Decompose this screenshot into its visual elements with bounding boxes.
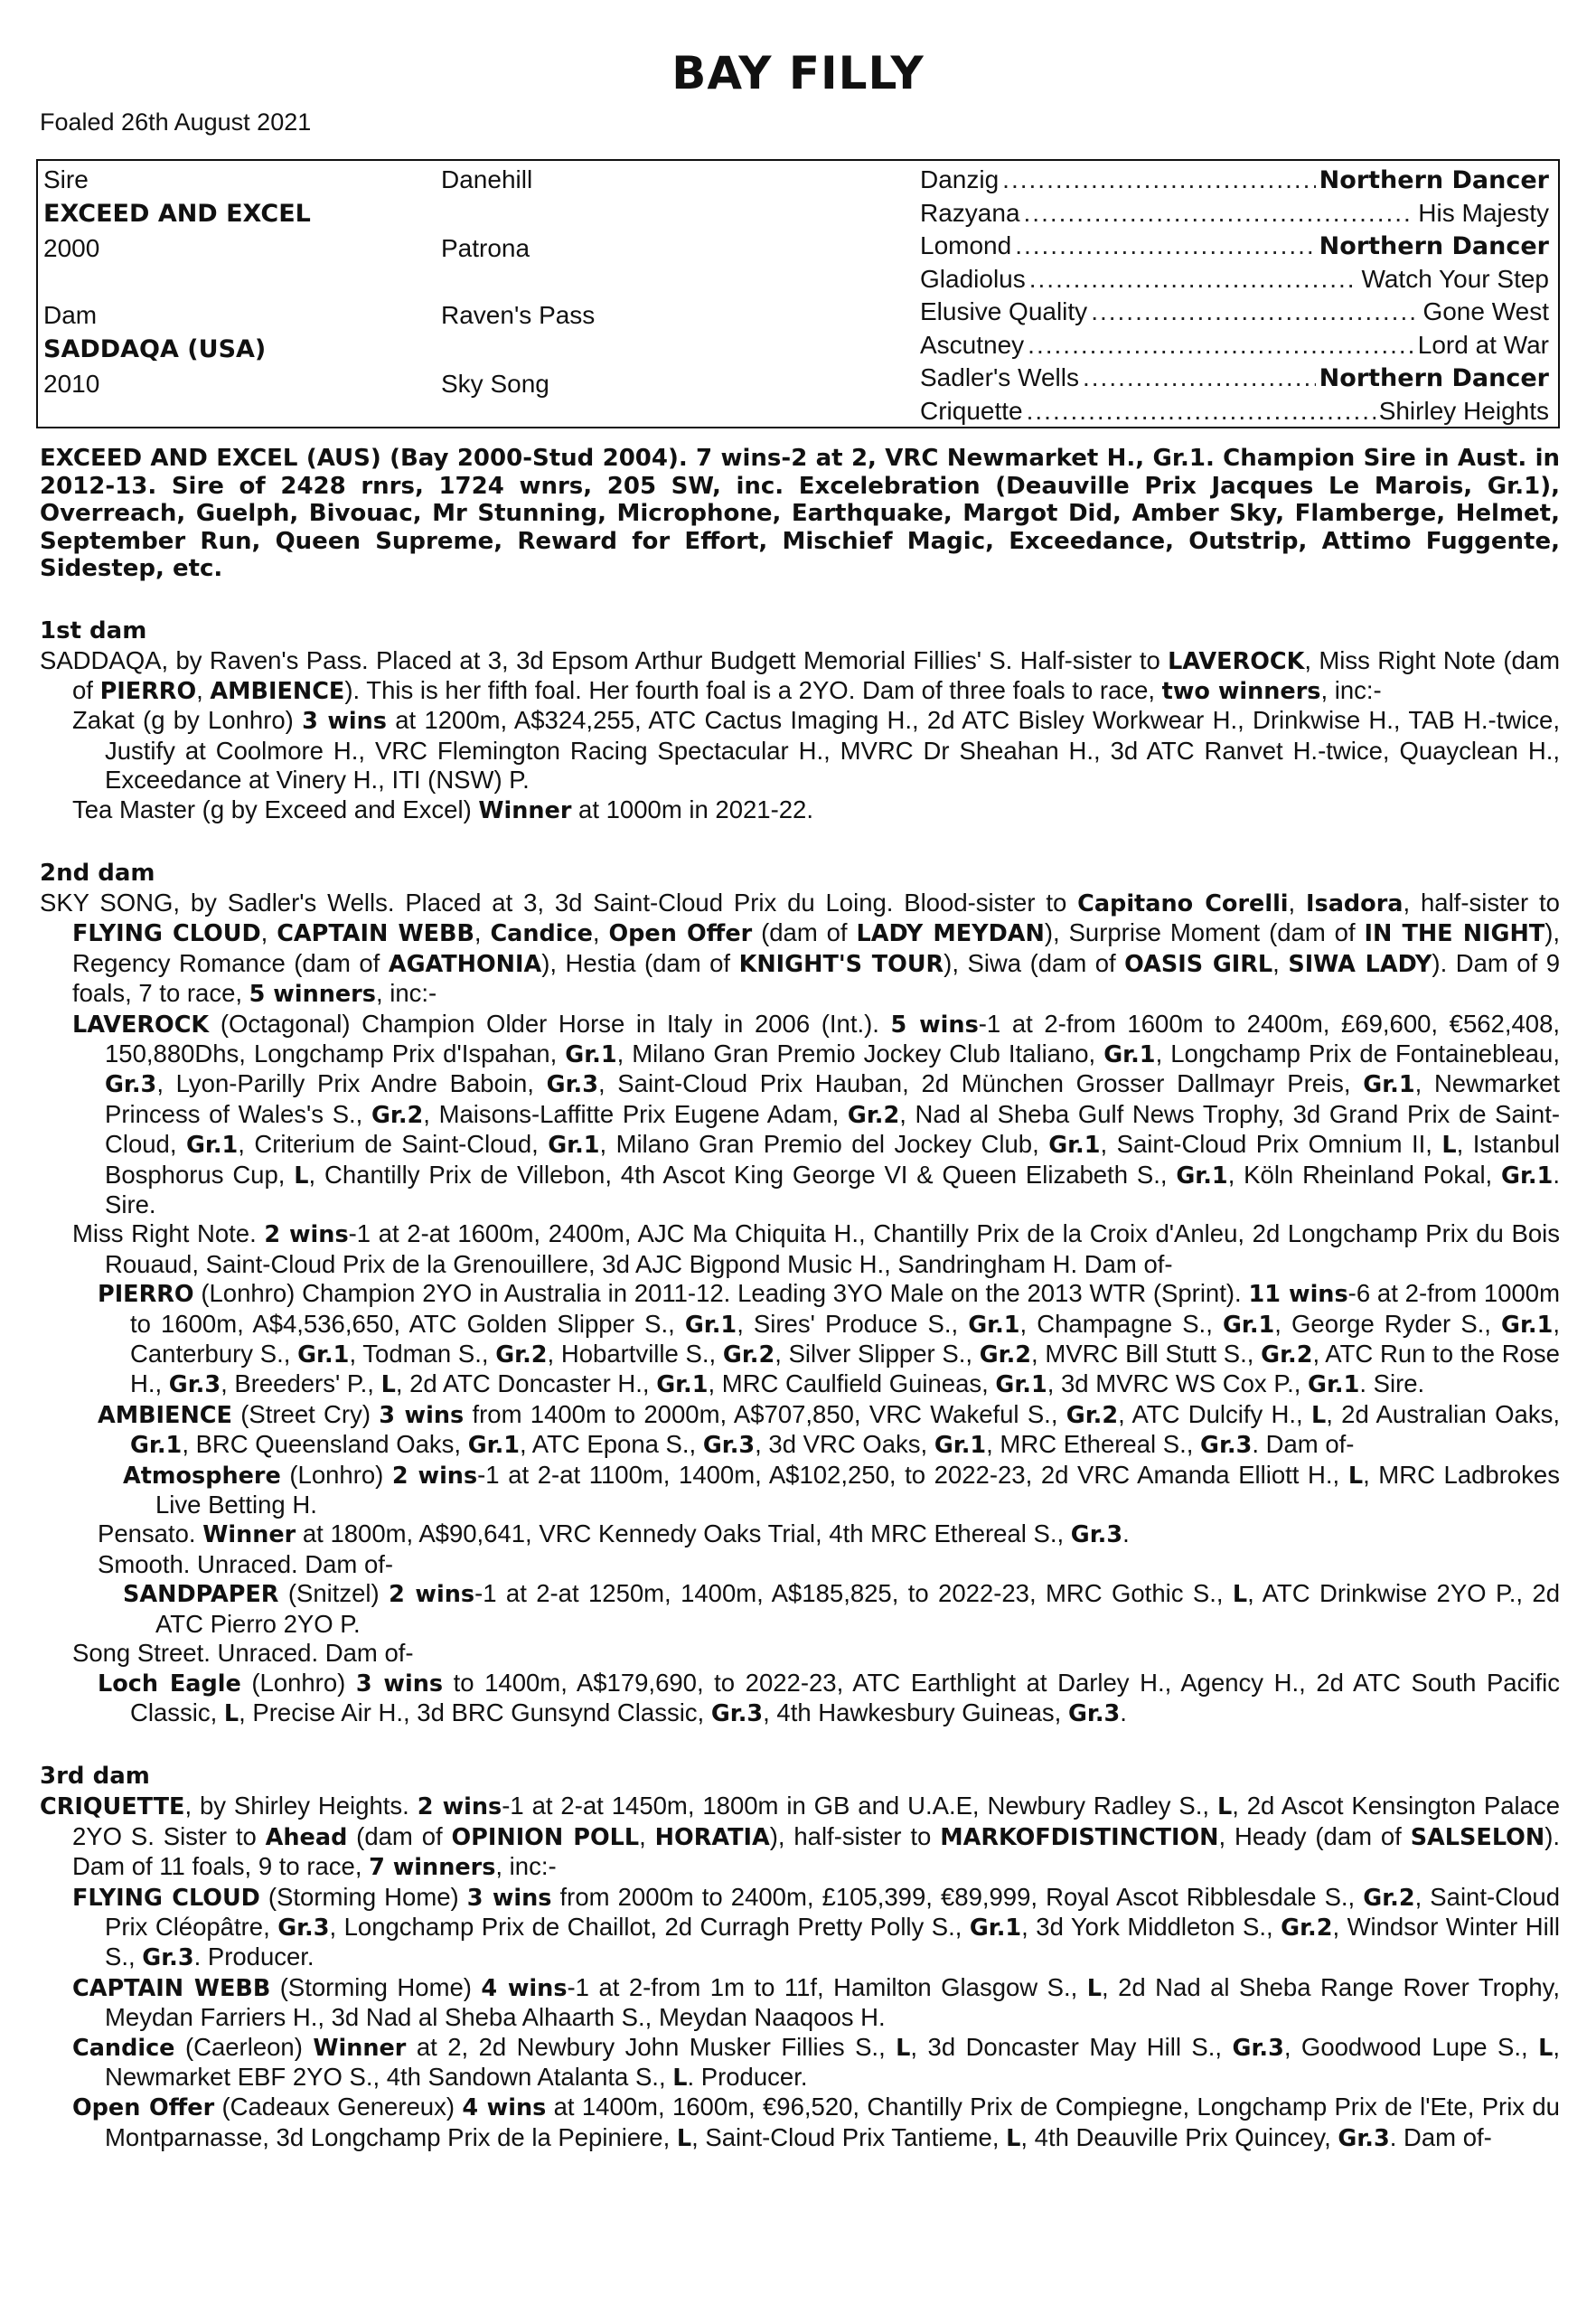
page-title: BAY FILLY	[671, 47, 925, 99]
ancestor-sire: Northern Dancer	[1319, 166, 1549, 194]
pedigree-entry: Song Street. Unraced. Dam of-	[72, 1639, 414, 1668]
bold-text: KNIGHT'S TOUR	[738, 950, 944, 978]
bold-text: 4 wins	[462, 2094, 547, 2122]
pedigree-entry: Loch Eagle (Lonhro) 3 wins to 1400m, A$179,690, to 2022-23, ATC Earthlight at Darley H., Agency H., 2d ATC South Pacific Classic, L, Precise Air H., 3d BRC Gunsynd Classic, Gr.3, 4th Hawkesbury Guineas, Gr.3.	[98, 1668, 1560, 1727]
bold-text: Gr.2	[495, 1341, 548, 1369]
bold-text: Gr.2	[371, 1101, 424, 1129]
bold-text: Gr.1	[1176, 1162, 1228, 1190]
dot-leader	[1091, 296, 1419, 327]
pedigree-entry: Open Offer (Cadeaux Genereux) 4 wins at 1400m, 1600m, €96,520, Chantilly Prix de Compiegne, Longchamp Prix de l'Ete, Prix du Montparnasse, 3d Longchamp Prix de la Pepiniere, L, Saint-Cloud Prix Tantieme, L, 4th Deauville Prix Quincey, Gr.3. Dam of-	[72, 2093, 1560, 2152]
section-heading: 2nd dam	[40, 859, 155, 887]
bold-text: Gr.1	[565, 1040, 617, 1068]
bold-text: 2 wins	[264, 1221, 349, 1249]
bold-text: Gr.3	[702, 1432, 756, 1460]
bold-text: Gr.1	[1048, 1132, 1101, 1160]
bold-text: Gr.1	[467, 1432, 521, 1460]
bold-text: Gr.3	[1070, 1521, 1123, 1549]
bold-text: L	[1216, 1793, 1233, 1821]
bold-text: AGATHONIA	[388, 950, 542, 978]
sire-sire: Danehill	[441, 165, 533, 193]
bold-text: Winner	[202, 1521, 296, 1549]
bold-text: Atmosphere	[123, 1462, 281, 1490]
bold-text: L	[380, 1371, 396, 1399]
bold-text: 2 wins	[391, 1462, 478, 1490]
bold-text: CAPTAIN WEBB	[277, 920, 474, 948]
bold-text: 2 wins	[417, 1793, 502, 1821]
bold-text: Gr.1	[1363, 1071, 1415, 1099]
bold-text: Gr.1	[185, 1132, 239, 1160]
bold-text: Gr.1	[297, 1341, 350, 1369]
bold-text: AMBIENCE	[98, 1401, 232, 1429]
pedigree-entry: AMBIENCE (Street Cry) 3 wins from 1400m to 2000m, A$707,850, VRC Wakeful S., Gr.2, ATC Dulcify H., L, 2d Australian Oaks, Gr.1, BRC Queensland Oaks, Gr.1, ATC Epona S., Gr.3, 3d VRC Oaks, Gr.1, MRC Ethereal S., Gr.3. Dam of-	[98, 1399, 1560, 1460]
ancestor-name: Criquette	[920, 396, 1023, 425]
pedigree-entry: PIERRO (Lonhro) Champion 2YO in Australia in 2011-12. Leading 3YO Male on the 2013 WTR (Sprint). 11 wins-6 at 2-from 1000m to 1600m, A$4,536,650, ATC Golden Slipper S., Gr.1, Sires' Produce S., Gr.1, Champagne S., Gr.1, George Ryder S., Gr.1, Canterbury S., Gr.1, Todman S., Gr.2, Hobartville S., Gr.2, Silver Slipper S., Gr.2, MVRC Bill Stutt S., Gr.2, ATC Run to the Rose H., Gr.3, Breeders' P., L, 2d ATC Doncaster H., Gr.1, MRC Caulfield Guineas, Gr.1, 3d MVRC WS Cox P., Gr.1. Sire.	[98, 1279, 1560, 1399]
dam-dam: Sky Song	[441, 370, 549, 398]
bold-text: L	[1006, 2124, 1021, 2152]
dot-leader	[1028, 330, 1414, 361]
bold-text: Gr.1	[969, 1914, 1022, 1942]
bold-text: OPINION POLL	[451, 1823, 640, 1851]
dam-sire: Raven's Pass	[441, 301, 596, 329]
bold-text: 3 wins	[466, 1884, 552, 1912]
bold-text: Gr.3	[1200, 1432, 1253, 1460]
dot-leader	[1083, 362, 1316, 393]
section-gap	[40, 1728, 1560, 1761]
bold-text: 5 winners	[249, 981, 376, 1009]
bold-text: L	[294, 1162, 309, 1190]
pedigree-entry: FLYING CLOUD (Storming Home) 3 wins from 2000m to 2400m, £105,399, €89,999, Royal Ascot Ribblesdale S., Gr.2, Saint-Cloud Prix Cléopâtre, Gr.3, Longchamp Prix de Chaillot, 2d Curragh Pretty Polly S., Gr.1, 3d York Middleton S., Gr.2, Windsor Winter Hill S., Gr.3. Producer.	[72, 1882, 1560, 1972]
bold-text: IN THE NIGHT	[1364, 920, 1545, 948]
bold-text: FLYING CLOUD	[72, 920, 261, 948]
ancestor-sire: His Majesty	[1418, 198, 1549, 227]
bold-text: L	[1086, 1974, 1102, 2002]
bold-text: Winner	[313, 2034, 407, 2062]
sire-year: 2000	[43, 234, 100, 262]
dam-year: 2010	[43, 370, 100, 398]
bold-text: Gr.1	[1103, 1040, 1156, 1068]
pedigree-ancestor-row	[920, 165, 1549, 196]
bold-text: Candice	[490, 920, 593, 948]
bold-text: Gr.2	[1066, 1401, 1119, 1429]
pedigree-entry: Atmosphere (Lonhro) 2 wins-1 at 2-at 1100m, 1400m, A$102,250, to 2022-23, 2d VRC Amanda Elliott H., L, MRC Ladbrokes Live Betting H.	[123, 1460, 1560, 1519]
foaled-date: Foaled 26th August 2021	[40, 108, 312, 136]
bold-text: CAPTAIN WEBB	[72, 1974, 271, 2002]
bold-text: 3 wins	[379, 1401, 465, 1429]
pedigree-ancestor-row	[920, 330, 1549, 361]
bold-text: PIERRO	[98, 1281, 194, 1309]
bold-text: HORATIA	[654, 1823, 770, 1851]
bold-text: PIERRO	[99, 677, 197, 705]
bold-text: Gr.3	[277, 1914, 330, 1942]
bold-text: Open Offer	[72, 2094, 215, 2122]
pedigree-entry: SADDAQA, by Raven's Pass. Placed at 3, 3d Epsom Arthur Budgett Memorial Fillies' S. Half-sister to LAVEROCK, Miss Right Note (dam of PIERRO, AMBIENCE). This is her fifth foal. Her fourth foal is a 2YO. Dam of three foals to race, two winners, inc:-	[40, 645, 1560, 705]
dot-leader	[1015, 230, 1315, 261]
ancestor-name: Elusive Quality	[920, 297, 1088, 325]
bold-text: LADY MEYDAN	[856, 920, 1045, 948]
bold-text: Gr.1	[548, 1132, 600, 1160]
pedigree-entry: Zakat (g by Lonhro) 3 wins at 1200m, A$324,255, ATC Cactus Imaging H., 2d ATC Bisley Workwear H., Drinkwise H., TAB H.-twice, Justify at Coolmore H., VRC Flemington Racing Spectacular H., MVRC Dr Sheahan H., 3d ATC Ranvet H.-twice, Quayclean H., Exceedance at Vinery H., ITI (NSW) P.	[72, 706, 1560, 795]
ancestor-sire: Shirley Heights	[1378, 396, 1549, 425]
pedigree-entry: CAPTAIN WEBB (Storming Home) 4 wins-1 at 2-from 1m to 11f, Hamilton Glasgow S., L, 2d Nad al Sheba Range Rover Trophy, Meydan Farriers H., 3d Nad al Sheba Alhaarth S., Meydan Naaqoos H.	[72, 1972, 1560, 2032]
bold-text: Isadora	[1306, 889, 1404, 917]
bold-text: Gr.3	[546, 1071, 598, 1099]
bold-text: L	[896, 2034, 911, 2062]
bold-text: AMBIENCE	[210, 677, 345, 705]
ancestor-sire: Watch Your Step	[1361, 264, 1549, 293]
dot-leader	[1029, 264, 1358, 295]
bold-text: Gr.2	[1363, 1884, 1415, 1912]
pedigree-entry: Pensato. Winner at 1800m, A$90,641, VRC Kennedy Oaks Trial, 4th MRC Ethereal S., Gr.3.	[98, 1519, 1130, 1549]
pedigree-entry: Tea Master (g by Exceed and Excel) Winner at 1000m in 2021-22.	[72, 795, 813, 824]
dam-label: Dam	[43, 301, 98, 329]
pedigree-ancestor-row	[920, 230, 1549, 262]
ancestor-sire: Gone West	[1422, 297, 1549, 325]
bold-text: L	[1441, 1132, 1457, 1160]
pedigree-ancestor-row	[920, 296, 1549, 327]
ancestor-name: Ascutney	[920, 330, 1025, 359]
bold-text: Gr.3	[1232, 2034, 1284, 2062]
bold-text: L	[676, 2124, 692, 2152]
bold-text: 4 wins	[481, 1974, 568, 2002]
bold-text: Gr.1	[995, 1371, 1047, 1399]
pedigree-entry: Smooth. Unraced. Dam of-	[98, 1549, 394, 1578]
bold-text: L	[1311, 1401, 1327, 1429]
pedigree-entry: CRIQUETTE, by Shirley Heights. 2 wins-1 at 2-at 1450m, 1800m in GB and U.A.E, Newbury Radley S., L, 2d Ascot Kensington Palace 2YO S. Sister to Ahead (dam of OPINION POLL, HORATIA), half-sister to MARKOFDISTINCTION, Heady (dam of SALSELON). Dam of 11 foals, 9 to race, 7 winners, inc:-	[40, 1792, 1560, 1882]
dot-leader	[1024, 198, 1415, 229]
bold-text: L	[223, 1699, 239, 1727]
sire-label: Sire	[43, 165, 89, 193]
bold-text: Capitano Corelli	[1077, 889, 1289, 917]
bold-text: Open Offer	[608, 920, 753, 948]
bold-text: MARKOFDISTINCTION	[940, 1823, 1219, 1851]
bold-text: Gr.2	[1261, 1341, 1313, 1369]
pedigree-table	[36, 159, 1560, 428]
bold-text: Winner	[478, 796, 572, 824]
bold-text: CRIQUETTE	[40, 1793, 185, 1821]
section-gap	[40, 825, 1560, 858]
section-heading: 3rd dam	[40, 1763, 150, 1791]
bold-text: Gr.3	[142, 1944, 194, 1972]
ancestor-sire: Lord at War	[1417, 330, 1549, 359]
pedigree-entry: SANDPAPER (Snitzel) 2 wins-1 at 2-at 1250m, 1400m, A$185,825, to 2022-23, MRC Gothic S., L, ATC Drinkwise 2YO P., 2d ATC Pierro 2YO P.	[123, 1579, 1560, 1638]
bold-text: Gr.1	[1222, 1311, 1275, 1339]
bold-text: Gr.3	[105, 1071, 157, 1099]
bold-text: Gr.3	[1338, 2124, 1390, 2152]
bold-text: Gr.1	[1501, 1311, 1554, 1339]
bold-text: Gr.1	[1308, 1371, 1360, 1399]
bold-text: OASIS GIRL	[1124, 950, 1273, 978]
sire-name: EXCEED AND EXCEL	[43, 200, 311, 228]
bold-text: SANDPAPER	[123, 1581, 279, 1609]
bold-text: Gr.3	[1067, 1699, 1121, 1727]
bold-text: Gr.1	[934, 1432, 987, 1460]
bold-text: two winners	[1161, 677, 1321, 705]
bold-text: Gr.3	[710, 1699, 764, 1727]
bold-text: Gr.1	[1501, 1162, 1554, 1190]
pedigree-ancestor-row	[920, 362, 1549, 394]
section-gap	[40, 583, 1560, 616]
dam-name: SADDAQA (USA)	[43, 335, 267, 363]
pedigree-entry: Candice (Caerleon) Winner at 2, 2d Newbury John Musker Fillies S., L, 3d Doncaster May Hill S., Gr.3, Goodwood Lupe S., L, Newmarket EBF 2YO S., 4th Sandown Atalanta S., L. Producer.	[72, 2032, 1561, 2092]
ancestor-name: Gladiolus	[920, 264, 1026, 293]
bold-text: SALSELON	[1410, 1823, 1545, 1851]
bold-text: LAVEROCK	[72, 1011, 210, 1039]
bold-text: 7 winners	[369, 1854, 496, 1882]
sire-dam: Patrona	[441, 234, 530, 262]
bold-text: Gr.3	[168, 1371, 221, 1399]
bold-text: L	[672, 2064, 688, 2092]
bold-text: 11 wins	[1248, 1281, 1348, 1309]
bold-text: Candice	[72, 2034, 175, 2062]
bold-text: Gr.1	[656, 1371, 709, 1399]
sire-summary: EXCEED AND EXCEL (AUS) (Bay 2000-Stud 2004). 7 wins-2 at 2, VRC Newmarket H., Gr.1. Champion Sire in Aust. in 2012-13. Sire of 2428 rnrs, 1724 wnrs, 205 SW, inc. Excelebration (Deauville Prix Jacques Le Marois, Gr.1), Overreach, Guelph, Bivouac, Mr Stunning, Microphone, Earthquake, Margot Did, Amber Sky, Flamberge, Helmet, September Run, Queen Supreme, Reward for Effort, Mischief Magic, Exceedance, Outstrip, Attimo Fuggente, Sidestep, etc.	[40, 445, 1560, 582]
ancestor-name: Razyana	[920, 198, 1020, 227]
pedigree-ancestor-row	[920, 264, 1549, 295]
dot-leader	[1002, 165, 1316, 195]
bold-text: 3 wins	[355, 1670, 444, 1698]
bold-text: Gr.1	[684, 1311, 737, 1339]
pedigree-ancestor-row	[920, 198, 1549, 229]
ancestor-name: Danzig	[920, 165, 1000, 193]
bold-text: Loch Eagle	[98, 1670, 241, 1698]
bold-text: L	[1347, 1462, 1364, 1490]
ancestor-sire: Northern Dancer	[1319, 364, 1549, 392]
bold-text: L	[1232, 1581, 1248, 1609]
bold-text: Gr.2	[847, 1101, 900, 1129]
dot-leader	[1027, 396, 1375, 427]
bold-text: Gr.1	[130, 1432, 183, 1460]
bold-text: Ahead	[265, 1823, 348, 1851]
bold-text: 2 wins	[389, 1581, 475, 1609]
bold-text: LAVEROCK	[1168, 647, 1305, 675]
bold-text: Gr.2	[979, 1341, 1032, 1369]
ancestor-name: Sadler's Wells	[920, 363, 1079, 391]
bold-text: FLYING CLOUD	[72, 1884, 260, 1912]
bold-text: 3 wins	[302, 708, 387, 736]
bold-text: Gr.1	[968, 1311, 1020, 1339]
bold-text: L	[1538, 2034, 1554, 2062]
ancestor-sire: Northern Dancer	[1319, 232, 1549, 260]
bold-text: SIWA LADY	[1288, 950, 1432, 978]
pedigree-entry: LAVEROCK (Octagonal) Champion Older Horse in Italy in 2006 (Int.). 5 wins-1 at 2-from 1600m to 2400m, £69,600, €562,408, 150,880Dhs, Longchamp Prix d'Ispahan, Gr.1, Milano Gran Premio Jockey Club Italiano, Gr.1, Longchamp Prix de Fontainebleau, Gr.3, Lyon-Parilly Prix Andre Baboin, Gr.3, Saint-Cloud Prix Hauban, 2d München Grosser Dallmayr Preis, Gr.1, Newmarket Princess of Wales's S., Gr.2, Maisons-Laffitte Prix Eugene Adam, Gr.2, Nad al Sheba Gulf News Trophy, 3d Grand Prix de Saint-Cloud, Gr.1, Criterium de Saint-Cloud, Gr.1, Milano Gran Premio del Jockey Club, Gr.1, Saint-Cloud Prix Omnium II, L, Istanbul Bosphorus Cup, L, Chantilly Prix de Villebon, 4th Ascot King George VI & Queen Elizabeth S., Gr.1, Köln Rheinland Pokal, Gr.1. Sire.	[72, 1009, 1561, 1218]
section-heading: 1st dam	[40, 616, 147, 644]
pedigree-entry: SKY SONG, by Sadler's Wells. Placed at 3, 3d Saint-Cloud Prix du Loing. Blood-sister to Capitano Corelli, Isadora, half-sister to FLYING CLOUD, CAPTAIN WEBB, Candice, Open Offer (dam of LADY MEYDAN), Surprise Moment (dam of IN THE NIGHT), Regency Romance (dam of AGATHONIA), Hestia (dam of KNIGHT'S TOUR), Siwa (dam of OASIS GIRL, SIWA LADY). Dam of 9 foals, 7 to race, 5 winners, inc:-	[40, 888, 1561, 1009]
catalogue-text	[40, 445, 1560, 2153]
bold-text: Gr.2	[1281, 1914, 1333, 1942]
pedigree-entry: Miss Right Note. 2 wins-1 at 2-at 1600m, 2400m, AJC Ma Chiquita H., Chantilly Prix de la Croix d'Anleu, 2d Longchamp Prix du Bois Rouaud, Saint-Cloud Prix de la Grenouillere, 3d AJC Bigpond Music H., Sandringham H. Dam of-	[72, 1219, 1560, 1278]
bold-text: 5 wins	[890, 1011, 979, 1039]
ancestor-name: Lomond	[920, 231, 1012, 259]
pedigree-ancestor-row	[920, 396, 1549, 427]
bold-text: Gr.2	[722, 1341, 775, 1369]
